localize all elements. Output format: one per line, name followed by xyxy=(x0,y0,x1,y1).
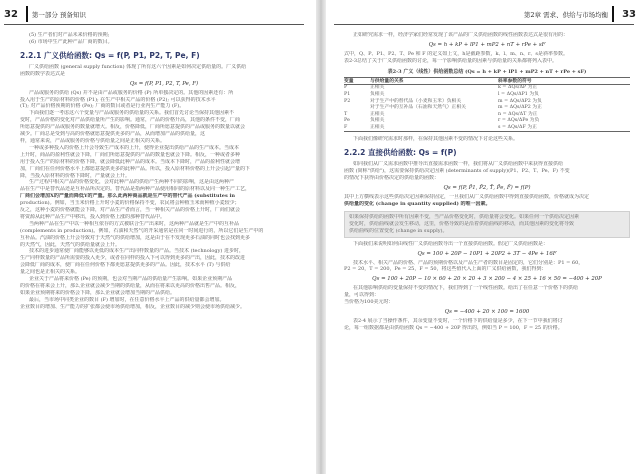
equation: Qs = −400 + 20 × 100 = 1600 xyxy=(444,309,530,316)
text-line: 正如研究需求一样，经济学家们经常发现了该产品的广义供给函数的线性函数表达式是很有用的： xyxy=(353,32,569,38)
table-cell: l = ΔQs/ΔP1 为负 xyxy=(498,91,539,97)
text-line: 样，通常来说，产品或服务的价格与供给量之间是正相关的关系。 xyxy=(20,137,166,144)
equation: Qs = f(P, P̄1, P̄2, T̄, P̄e, F̄) = f(P) xyxy=(443,185,531,192)
header-divider xyxy=(612,6,614,22)
text-line: 所愿意提供的产品或服务的数量就增大。相反，价格降低，厂商所愿意提供的产品或服务的数量以就会 xyxy=(20,124,246,131)
text-line: 互补品。汽油的价格上升会导致对于天然气的供给增加，这是由于在不发现更多石油的同时也会找到更多 xyxy=(20,234,251,241)
text-line: 降，当投入原材料的价格下降时，产量就会上升。 xyxy=(20,172,131,179)
equation: Qs = h + kP + lP1 + mP2 + nT + rPe + sF xyxy=(428,41,546,48)
column-header: 与供给量的关系 xyxy=(370,77,404,84)
right-page-header xyxy=(326,4,640,24)
header-divider xyxy=(26,6,28,22)
table-cell: 对于生产中的互补品（石油和天然气）正相关 xyxy=(370,105,466,111)
text-line: 量，可以得到： xyxy=(344,292,380,299)
equation: Qs = 100 + 20P − 10P1 + 20P2 + 3T − 4Pe + 16F xyxy=(417,250,557,257)
text-line: 如同我们从广义需求函数中推导出直接需求函数一样，我们将从广义供给函数中来获得直接供给 xyxy=(353,161,564,168)
table-row xyxy=(344,118,630,125)
text-line: (complements in production)。例如，石油和天然气的开采通常是在同一时间进行的，所以它们是生产中的 xyxy=(20,227,264,234)
table-row xyxy=(344,112,630,119)
text-line: 表2-4 展示了当操作条件，其余变量不变时，一个价格下的供给量是多少，在下一节中我们将讨 xyxy=(353,318,563,325)
right-page xyxy=(326,0,640,474)
text-line: 函数的数学表达式是 xyxy=(20,70,66,77)
table-cell: s = ΔQs/ΔF 为正 xyxy=(498,124,537,130)
text-line: 投入用于生产的原材料的价格 (P1); 在生产中相关产品的价格 (P2); 可以获得的技术水平 xyxy=(20,96,216,103)
text-line: 技术的进步通常使厂商能够以更低的成本生产出同样数量的产品。当技术 (technology) 进步时， xyxy=(29,248,244,255)
table-cell: P1 xyxy=(344,91,351,97)
table-row xyxy=(344,125,630,133)
equation: Qs = f(P, P1, P2, T, Pe, F) xyxy=(129,80,199,87)
book-gutter xyxy=(316,0,326,474)
right-page-number: 33 xyxy=(622,8,636,20)
text-line: 产品或服务的供给 (Qs) 并不是由产品或服务的价格 (P) 所单独决定的。其他的因素还有：所 xyxy=(29,89,234,96)
table-cell: 正相关 xyxy=(370,111,385,117)
text-line: 论，每一组数据都是由供给函数 Qs = −400 + 20P 得出的，例如当 P = 100，F = 25 的价格。 xyxy=(344,324,563,331)
left-page xyxy=(0,0,316,474)
table-cell: m = ΔQs/ΔP2 为负 xyxy=(498,98,542,104)
text-line: 下面我们来说明如何由线性广义供给函数导出一个直接供给函数。假定广义供给函数是： xyxy=(353,240,549,247)
section-heading: 2.2.2 直接供给函数: Qs = f(P) xyxy=(344,148,457,158)
table-cell: Pe xyxy=(344,118,350,124)
text-line: 的价格在将来会上升，那么企业就会减少当期的供给量，从而在将来以更高的价格出售产品。相反， xyxy=(20,283,241,289)
header-rule xyxy=(334,24,634,25)
left-page-number: 32 xyxy=(4,8,18,20)
text-line: 厂商们会增加X的产量而降低Y的产量。那么此两种商品就是生产中的替代产品 (substitutes in xyxy=(20,193,236,200)
table-cell xyxy=(344,105,370,112)
text-line: 量之间也是正相关的关系。 xyxy=(20,269,81,276)
text-line: 的情况下获得由价格决定的供给量的函数： xyxy=(344,175,440,182)
text-line: 当两种产品在生产中以一种相互依存的方式被联合生产出来时，这两种产品就是生产中的互补品 xyxy=(29,220,240,227)
section-heading: 2.2.1 广义供给函数: Qs = f(P, P1, P2, T, Pe, F) xyxy=(20,50,200,60)
column-header: 变量 xyxy=(344,77,354,84)
left-page-content xyxy=(20,32,308,311)
table-cell: 负相关 xyxy=(370,118,385,124)
text-line: 企业关于产品将来价格 (Pe) 的预期，也会对当期产品的供给量产生影响。如果企业预期产品 xyxy=(29,276,233,283)
text-line: 反之，这种小麦的价格就能会下降，对产品生产者而言，当一种相关产品的价格上升时，厂商们就会 xyxy=(20,207,241,214)
left-page-header xyxy=(0,4,316,24)
table-cell: P2 xyxy=(344,98,351,104)
text-line: (T); 对产品价格预期的价格 (Pe); 厂商的数目或者是行业内生产能力 (F)。 xyxy=(20,103,185,110)
text-line: 最后，当市场中同类企业的数目 (F) 增加时，在任意价格水平上产品的供给量都会增加。 xyxy=(29,296,225,303)
text-line: 当价格为100美元时： xyxy=(344,299,394,306)
table-caption: 表2-3 广义（线性）供给函数总结 (Qs = h + kP + lP1 + mP2 + nT + rPe + sF) xyxy=(387,68,587,75)
text-line: 生产过程中相关产品的价格变化，会对此种产品的供给产生两种不同的影响，这是由这两种产 xyxy=(29,179,235,186)
table-cell: m = ΔQs/ΔP2 为正 xyxy=(498,105,542,111)
text-line: 广义供给函数 (general supply function) 体现了所有这六个因素是如何决定供给量的。广义供给 xyxy=(29,63,247,70)
equation: Qs = 100 + 20P − 10 × 60 + 20 × 20 + 3 × 200 − 4 × 25 + 16 × 50 = −400 + 20P xyxy=(372,276,602,283)
text-line: 减少。厂商总是受到与高的价格就愿意提供更多的产品，从而增加产品的供给量，这 xyxy=(20,131,206,138)
text-line: 在其他影响供给的变量保持不变的情况下，我们得到了一个线性函数。给出了在任意一个价格下的供给 xyxy=(353,285,579,292)
supply-function-table xyxy=(344,68,630,133)
table-cell: k = ΔQs/ΔP 为正 xyxy=(498,85,538,91)
table-row xyxy=(344,105,630,112)
table-cell: r = ΔQs/ΔPe 为负 xyxy=(498,118,540,124)
text-line: production)。例如，当玉米价格上升时小麦的价格保持不变，农民将会种植玉米而种植小麦较少； xyxy=(20,200,240,207)
table-cell: 负相关 xyxy=(370,91,385,97)
text-line: 会降低厂商的成本，使厂商在任何价格下都更愿意提供更多的产品。因此，技术水平 (T) 与供给 xyxy=(20,262,231,269)
table-cell: 对于生产中的替代品（小麦和玉米）负相关 xyxy=(370,98,462,104)
table-cell: 正相关 xyxy=(370,124,385,130)
text-line: P2 = 20，T = 200，Pe = 25，F = 50，将这些值代入上面的广义供给函数，我们得到： xyxy=(344,266,547,273)
table-cell: P xyxy=(344,85,348,91)
table-cell: n = ΔQs/ΔT 为正 xyxy=(498,111,538,117)
chapter-title: 需求、供给与市场均衡 xyxy=(543,10,609,19)
text-line: 将资源从此种产品生产中移出，投入到价格上涨的那种替代品中。 xyxy=(20,213,166,220)
header-rule xyxy=(4,24,304,25)
text-line: 企业数目的增加、生产能力的扩张都会使市场供给增加，相反，企业数目的减少则会使市场供给减少。 xyxy=(20,303,246,310)
table-cell: T xyxy=(344,111,348,117)
chapter-label: 第2章 xyxy=(523,10,541,19)
text-line: 变时，产品价格的变化对产品供给量所产生的影响。通常，产品的价格升高，其他的条件不变，厂商 xyxy=(20,117,241,124)
text-line: 生产同样数量的产品所需要的投入更少，或者在同样的投入下可以得到更多的产出，因此，技术的改进 xyxy=(20,255,246,262)
table-row xyxy=(344,92,630,99)
text-line: 函数 (简称"供给")，这需要保持供给决定因素 (determinants of supply)(P1、P2、T、Pe、F) 不变 xyxy=(344,168,570,175)
table-header-row xyxy=(344,77,630,86)
table-row xyxy=(344,85,630,92)
note-box xyxy=(344,211,630,238)
text-line: 式中，Q、P、P1、P2、T、Pe 和 F 的定义如上文，h是截距参数，k、l、m、n、r、s是斜率参数。 xyxy=(344,50,568,57)
text-line: 加，厂商们在任何价格水平上都愿意提供更多的此种产品。所以，投入原材料价格的上升会引起产量的下 xyxy=(20,165,251,172)
part-label: 第一部分 xyxy=(31,10,58,19)
note-line: 如果保持供给的函数中所有因素不变，当产品价格变化时，供给量将会变化。如果任何一个供给决定因素 xyxy=(349,213,580,220)
text-line: (5) 生产者们对产品未来价格的预期; xyxy=(29,32,110,38)
text-line: 用于投入生产的原材料的价格下降，就会降低此种产品的成本。当成本下降时，产品的盈利性就会增 xyxy=(20,158,241,165)
note-line: 供给曲线的位置变化 (change in supply)。 xyxy=(349,227,448,234)
text-line: 供给量的变化 (change in quantity supplied) 的唯一因素。 xyxy=(344,201,491,207)
part-title: 预备知识 xyxy=(60,10,86,19)
text-line: 表2-3总结了关于广义供给函数的讨论，每一个影响供给量的因素与供给量的关系都将列入表中。 xyxy=(344,57,558,64)
text-line: 品在生产中是替代品还是互补品所决定的。替代品是指两种产品使用相同的原材料以及同一种生产工艺， xyxy=(20,186,251,193)
text-line: 技术水平、相关产品的价格、产品的预期价格以及产品生产者的数目是固定的，它们分别是：P1 = 60， xyxy=(353,259,584,266)
table-cell: 正相关 xyxy=(370,85,385,91)
text-line: 下面我们逐一考虑这六个变量与产品或服务的供给量的关系。我们首先讨论当保持其他因素不 xyxy=(29,110,235,117)
table-cell: F xyxy=(344,124,348,130)
text-line: 如果企业预期将来的价格会下降，那么企业就会增加当期的产品供给。 xyxy=(20,289,176,296)
text-line: 的天然气，因此，天然气的供给量就会上升。 xyxy=(20,241,121,248)
text-line: 下面我们像研究需求时那样，在保持其他因素不变的情况下讨论这些关系。 xyxy=(353,136,519,143)
text-line: 其中上方横线表示这些供给决定因素保持固定，一旦我们从广义供给函数中得到直接供给函数，价格就成为决定 xyxy=(344,194,590,201)
text-line: 一种或多种投入的价格上升会导致生产成本的上升，使得企业提出供给产品的生产成本。当成本 xyxy=(29,144,240,151)
column-header: 斜率参数的符号 xyxy=(498,77,532,84)
right-page-content xyxy=(344,32,630,332)
text-line: (6) 市场中生产此种产品厂商的数目。 xyxy=(29,38,113,45)
note-line: 变化时，供给曲线就会发生移动，这里，价格导致的是沿着供给曲线的移动，而其他因素的变化将导致 xyxy=(349,220,575,227)
text-line: 上升时，商品的盈利性就会下降，厂商们所愿意提供的产品的数量也就会下降。相反，一种或者多种 xyxy=(20,151,241,158)
